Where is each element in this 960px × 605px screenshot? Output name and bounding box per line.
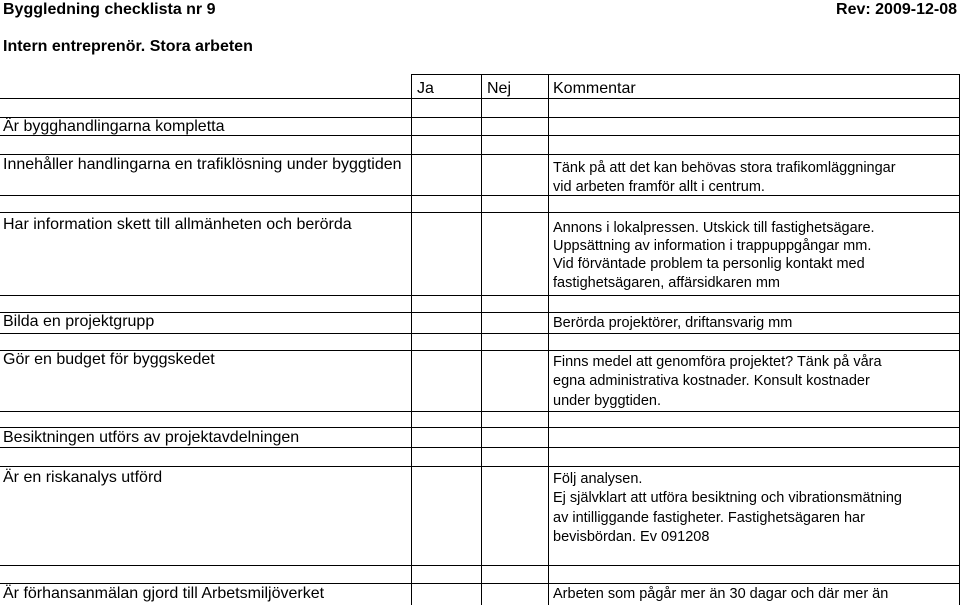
- comment-line: Berörda projektörer, driftansvarig mm: [553, 315, 793, 331]
- grid-line-header-bottom: [0, 98, 960, 99]
- document-title: Byggledning checklista nr 9: [3, 1, 216, 18]
- column-header-kommentar: Kommentar: [553, 80, 636, 97]
- comment-line: Följ analysen.: [553, 471, 643, 487]
- grid-column-line: [411, 74, 412, 605]
- revision-date: Rev: 2009-12-08: [836, 1, 957, 18]
- comment-line: Vid förväntade problem ta personlig kontakt med: [553, 256, 865, 272]
- comment-line: Ej självklart att utföra besiktning och vibrationsmätning: [553, 490, 902, 506]
- grid-column-line: [548, 74, 549, 605]
- comment-line: egna administrativa kostnader. Konsult kostnader: [553, 373, 870, 389]
- checklist-question: Gör en budget för byggskedet: [3, 351, 215, 368]
- comment-line: fastighetsägaren, affärsidkaren mm: [553, 275, 781, 291]
- checklist-question: Besiktningen utförs av projektavdelningen: [3, 429, 300, 446]
- grid-line: [0, 295, 960, 296]
- comment-line: Uppsättning av information i trappuppgångar mm.: [553, 238, 872, 254]
- grid-line: [0, 411, 960, 412]
- comment-line: Arbeten som pågår mer än 30 dagar och där mer än: [553, 586, 889, 602]
- grid-line: [0, 212, 960, 213]
- checklist-question: Innehåller handlingarna en trafiklösning under byggtiden: [3, 156, 402, 173]
- grid-line: [0, 333, 960, 334]
- grid-line: [0, 565, 960, 566]
- comment-line: under byggtiden.: [553, 393, 662, 409]
- checklist-question: Är en riskanalys utförd: [3, 469, 163, 486]
- comment-line: vid arbeten framför allt i centrum.: [553, 179, 765, 195]
- grid-line-header-top: [411, 74, 960, 75]
- checklist-question: Har information skett till allmänheten och berörda: [3, 216, 352, 233]
- comment-line: bevisbördan. Ev 091208: [553, 529, 710, 545]
- comment-line: av intilliggande fastigheter. Fastighetsägaren har: [553, 510, 865, 526]
- document-subtitle: Intern entreprenör. Stora arbeten: [3, 38, 253, 55]
- comment-line: Annons i lokalpressen. Utskick till fastighetsägare.: [553, 220, 875, 236]
- column-header-nej: Nej: [487, 80, 512, 97]
- column-header-ja: Ja: [417, 80, 434, 97]
- grid-column-line: [481, 74, 482, 605]
- comment-line: Tänk på att det kan behövas stora trafikomläggningar: [553, 160, 896, 176]
- comment-line: Finns medel att genomföra projektet? Tänk på våra: [553, 354, 882, 370]
- checklist-question: Bilda en projektgrupp: [3, 313, 155, 330]
- grid-line: [0, 466, 960, 467]
- checklist-question: Är bygghandlingarna kompletta: [3, 118, 225, 135]
- checklist-question: Är förhansanmälan gjord till Arbetsmiljöverket: [3, 585, 325, 602]
- grid-line: [0, 195, 960, 196]
